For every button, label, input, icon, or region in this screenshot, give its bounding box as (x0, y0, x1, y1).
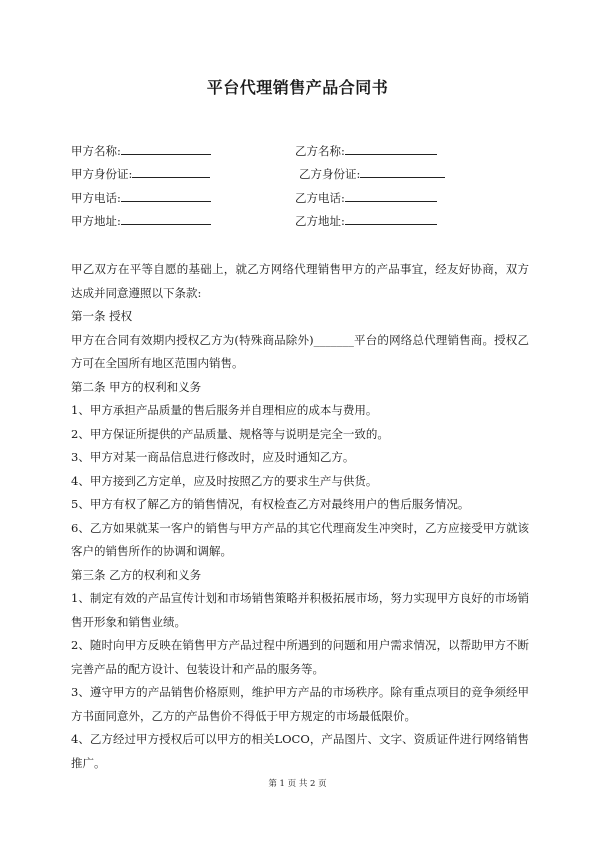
party-a-phone-blank (121, 190, 211, 202)
article-2-item-4: 4、甲方接到乙方定单，应及时按照乙方的要求生产与供货。 (71, 473, 378, 488)
article-3-item-4: 4、乙方经过甲方授权后可以甲方的相关LOCO，产品图片、文字、资质证件进行网络销售推广。 (71, 732, 529, 770)
party-a-phone-field (71, 190, 211, 205)
party-a-id-label: 甲方身份证: (71, 167, 133, 181)
article-3-item-1: 1、制定有效的产品宣传计划和市场销售策略并积极拓展市场，努力实现甲方良好的市场销售开形象和销售业绩。 (71, 591, 529, 629)
article-2-heading: 第二条 甲方的权利和义务 (71, 379, 202, 394)
contract-body (71, 258, 529, 775)
party-a-address-field (71, 213, 211, 228)
party-b-name-field (295, 143, 437, 158)
party-b-address-blank (345, 213, 437, 225)
article-1-heading: 第一条 授权 (71, 309, 133, 323)
article-2-item-2: 2、甲方保证所提供的产品质量、规格等与说明是完全一致的。 (71, 426, 389, 441)
party-a-address-blank (121, 213, 211, 225)
party-b-id-blank (360, 166, 445, 178)
party-b-address-label: 乙方地址: (295, 214, 345, 228)
party-b-name-blank (345, 143, 437, 155)
party-b-phone-field (295, 190, 437, 205)
party-b-id-field (299, 166, 445, 181)
article-2-item-6: 6、乙方如果就某一客户的销售与甲方产品的其它代理商发生冲突时，乙方应接受甲方就该客户的销售所作的协调和调解。 (71, 520, 529, 558)
article-3-item-3: 3、遵守甲方的产品销售价格原则，维护甲方产品的市场秩序。除有重点项目的竞争须经甲方书面同意外，乙方的产品售价不得低于甲方规定的市场最低限价。 (71, 685, 529, 723)
article-1-text: 甲方在合同有效期内授权乙方为(特殊商品除外)_______平台的网络总代理销售商。授权乙方可在全国所有地区范围内销售。 (71, 332, 529, 370)
party-a-address-label: 甲方地址: (71, 214, 121, 228)
party-a-id-field (71, 166, 210, 181)
party-a-name-field (71, 143, 211, 158)
contract-title: 平台代理销售产品合同书 (206, 78, 389, 97)
intro-paragraph: 甲乙双方在平等自愿的基础上，就乙方网络代理销售甲方的产品事宜，经友好协商，双方达成并同意遵照以下条款: (71, 262, 529, 300)
party-b-name-label: 乙方名称: (295, 144, 345, 158)
article-2-item-3: 3、甲方对某一商品信息进行修改时，应及时通知乙方。 (71, 450, 355, 464)
article-2-item-1: 1、甲方承担产品质量的售后服务并自理相应的成本与费用。 (71, 403, 378, 417)
party-a-name-label: 甲方名称: (71, 144, 121, 158)
party-b-id-label: 乙方身份证: (299, 167, 361, 181)
article-3-item-2: 2、随时向甲方反映在销售甲方产品过程中所遇到的问题和用户需求情况，以帮助甲方不断完善产品的配方设计、包装设计和产品的服务等。 (71, 638, 529, 676)
party-a-phone-label: 甲方电话: (71, 191, 121, 205)
party-a-name-blank (121, 143, 211, 155)
party-b-phone-label: 乙方电话: (295, 191, 345, 205)
party-a-id-blank (132, 166, 210, 178)
article-2-item-5: 5、甲方有权了解乙方的销售情况，有权检查乙方对最终用户的售后服务情况。 (71, 497, 470, 511)
article-3-heading: 第三条 乙方的权利和义务 (71, 567, 202, 582)
page-number: 第 1 页 共 2 页 (268, 779, 327, 789)
party-b-phone-blank (345, 190, 437, 202)
party-b-address-field (295, 213, 437, 228)
